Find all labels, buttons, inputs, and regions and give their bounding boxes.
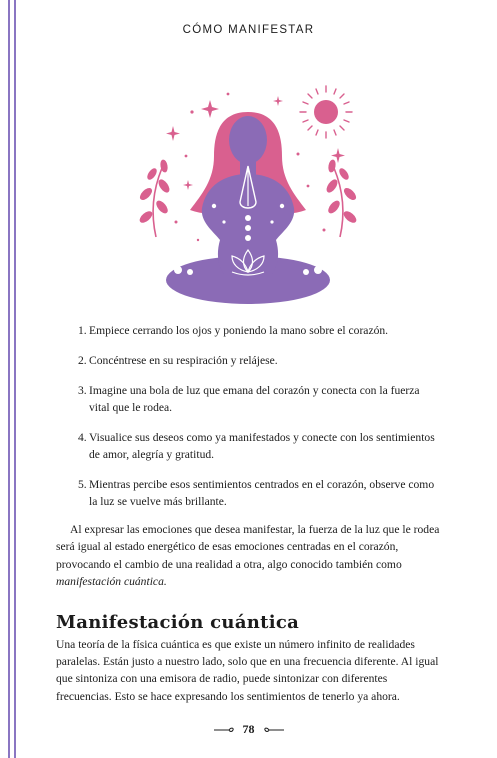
steps-list bbox=[78, 322, 438, 523]
list-item: 3. Imagine una bola de luz que emana del corazón y conecta con la fuerza vital que le rodea. bbox=[78, 384, 420, 414]
meditating-woman-illustration bbox=[128, 82, 368, 314]
page-border-line bbox=[14, 0, 16, 758]
emphasized-term: manifestación cuántica. bbox=[56, 575, 167, 589]
page-number: 78 bbox=[242, 722, 255, 736]
running-header: CÓMO MANIFESTAR bbox=[182, 24, 315, 36]
leaf-branch-icon bbox=[325, 160, 357, 237]
list-item: 4. Visualice sus deseos como ya manifestados y conecte con los sentimientos de amor, alegría y gratitud. bbox=[78, 431, 435, 461]
page-footer bbox=[0, 722, 497, 737]
sun-icon bbox=[300, 86, 352, 138]
body-paragraph: Al expresar las emociones que desea manifestar, la fuerza de la luz que le rodea será igual al estado energético de esas emociones centradas en el corazón, provocando el cambio de una realidad a otra, algo conocido también como manifestación cuántica. bbox=[56, 523, 440, 589]
list-item: 1. Empiece cerrando los ojos y poniendo la mano sobre el corazón. bbox=[78, 324, 389, 337]
page-border-line bbox=[8, 0, 10, 758]
leaf-branch-icon bbox=[138, 160, 170, 237]
section-heading: Manifestación cuántica bbox=[56, 612, 300, 633]
ornament-left-icon bbox=[213, 726, 235, 734]
list-item: 2. Concéntrese en su respiración y relájese. bbox=[78, 354, 278, 367]
list-item: 5. Mientras percibe esos sentimientos centrados en el corazón, observe como la luz se vuelve más brillante. bbox=[78, 478, 435, 508]
section-paragraph: Una teoría de la física cuántica es que existe un número infinito de realidades paralelas. Están justo a nuestro lado, solo que en una frecuencia diferente. Al igual que sintoniza con una emisora de radio, puede sintonizar con diferentes frecuencias. Esto se hace expresando los sentimientos de tenerlo ya ahora. bbox=[56, 638, 439, 703]
ornament-right-icon bbox=[263, 726, 285, 734]
